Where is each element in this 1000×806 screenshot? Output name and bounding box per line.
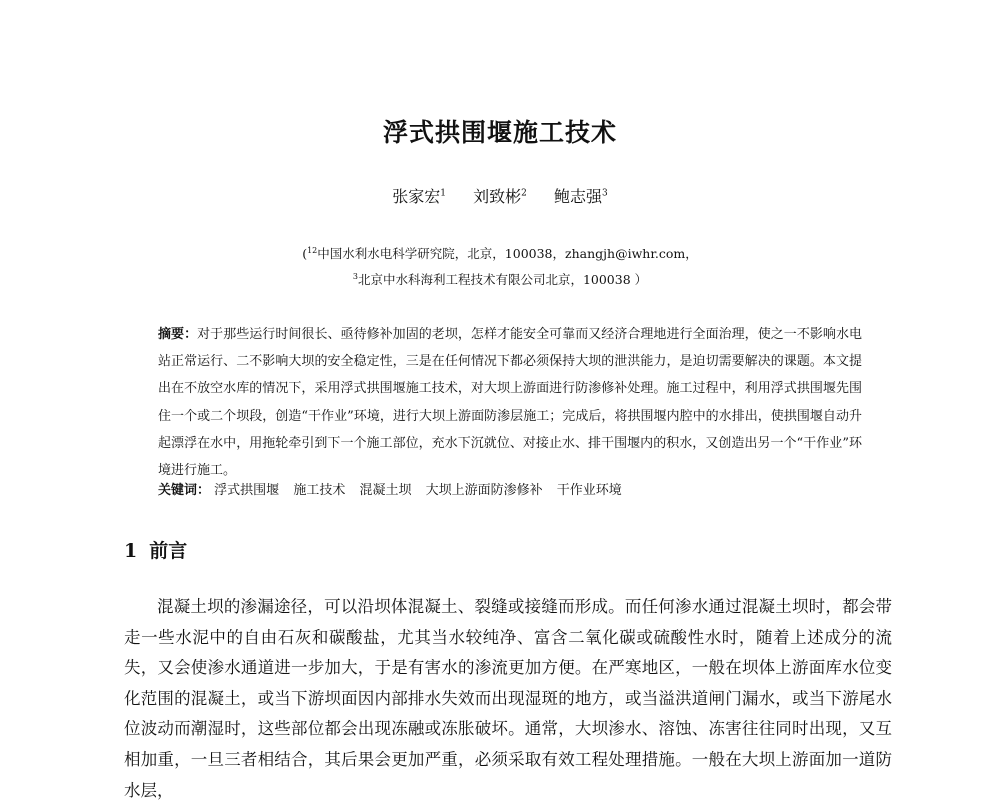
- keyword: 施工技术: [293, 483, 346, 498]
- keywords: [158, 481, 862, 501]
- author: 张家宏$^1$: [392, 187, 447, 206]
- keyword: 大坝上游面防渗修补: [425, 483, 543, 498]
- abstract-label: 摘要：: [158, 327, 198, 342]
- affiliation-line-1: ($^{12}$中国水利水电科学研究院，北京，100038，zhangjh@iwhr.com，: [302, 245, 698, 261]
- keyword: 浮式拱围堰: [214, 483, 280, 498]
- keyword: 混凝土坝: [359, 483, 412, 498]
- abstract-text: 对于那些运行时间很长、亟待修补加固的老坝，怎样才能安全可靠而又经济合理地进行全面治理，使之一不影响水电站正常运行、二不影响大坝的安全稳定性，三是在任何情况下都必须保持大坝的泄洪能力，是迫切需要解决的课题。本文提出在不放空水库的情况下，采用浮式拱围堰施工技术，对大坝上游面进行防渗修补处理。施工过程中，利用浮式拱围堰先围住一个或二个坝段，创造“干作业”环境，进行大坝上游面防渗层施工；完成后，将拱围堰内腔中的水排出，使拱围堰自动升起漂浮在水中，用拖轮牵引到下一个施工部位，充水下沉就位、对接止水、排干围堰内的积水，又创造出另一个“干作业”环境进行施工。: [158, 327, 862, 479]
- paper-title: 浮式拱围堰施工技术: [382, 118, 617, 147]
- body-paragraph: 混凝土坝的渗漏途径，可以沿坝体混凝土、裂缝或接缝而形成。而任何渗水通过混凝土坝时，都会带走一些水泥中的自由石灰和碳酸盐，尤其当水较纯净、富含二氧化碳或硫酸性水时，随着上述成分的流失，又会使渗水通道进一步加大，于是有害水的渗流更加方便。在严寒地区，一般在坝体上游面库水位变化范围的混凝土，或当下游坝面因内部排水失效而出现湿斑的地方，或当溢洪道闸门漏水，或当下游尾水位波动而潮湿时，这些部位都会出现冻融或冻胀破坏。通常，大坝渗水、溶蚀、冻害往往同时出现，又互相加重，一旦三者相结合，其后果会更加严重，必须采取有效工程处理措施。一般在大坝上游面加一道防水层，: [124, 597, 892, 800]
- section-heading: 1 前言: [124, 540, 188, 562]
- affiliation-line-2: $^3$北京中水科海利工程技术有限公司北京，100038 ）: [352, 271, 648, 287]
- author: 鲍志强$^3$: [553, 187, 608, 206]
- author: 刘致彬$^2$: [473, 187, 527, 206]
- abstract: [158, 321, 862, 484]
- author-list: [0, 184, 1000, 207]
- keyword: 干作业环境: [556, 483, 622, 498]
- keywords-label: 关键词：: [158, 483, 211, 498]
